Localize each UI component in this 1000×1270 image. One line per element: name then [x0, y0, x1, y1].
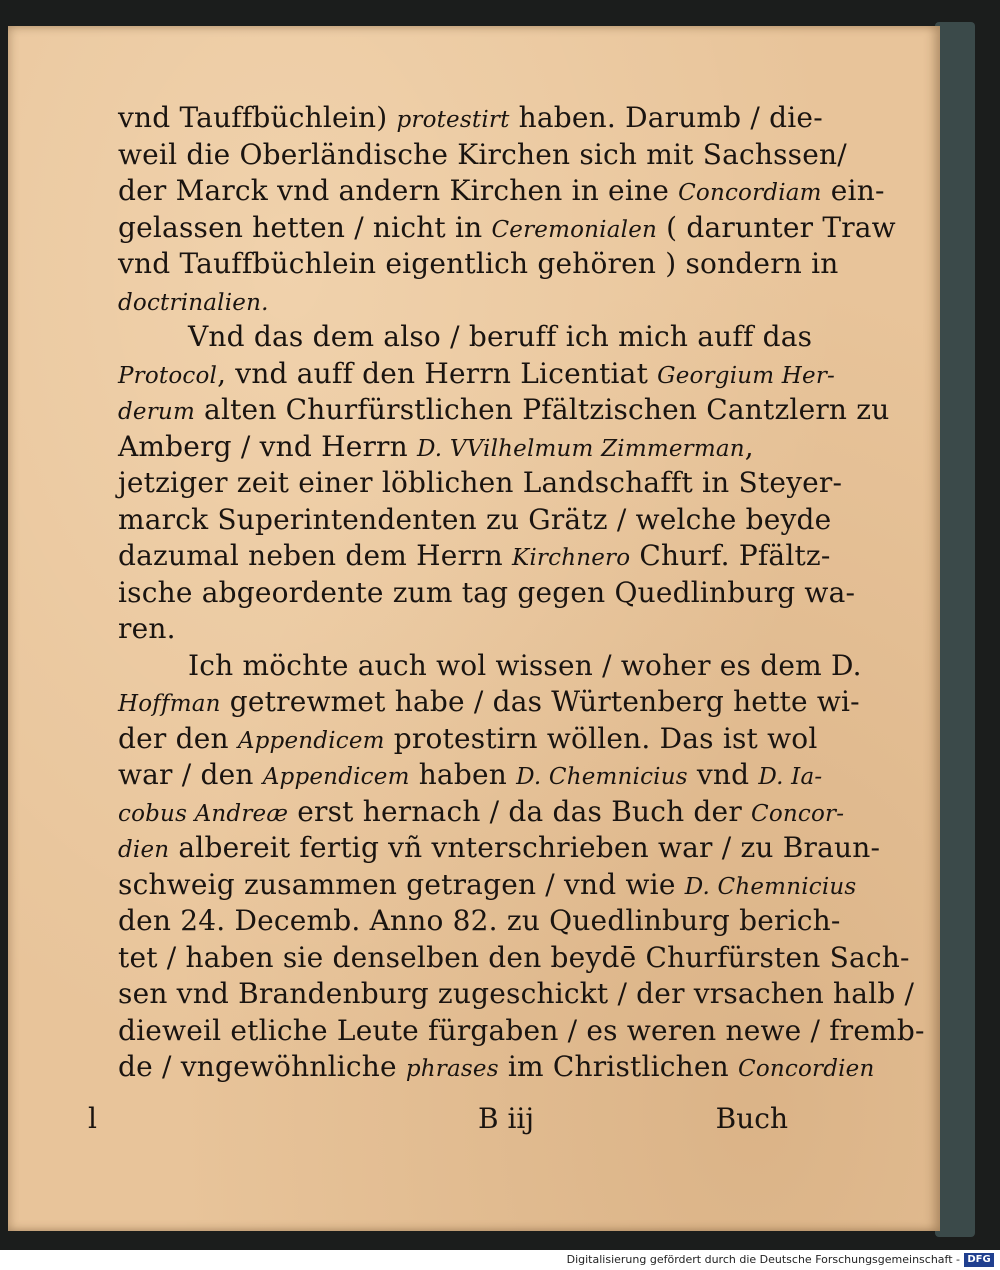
text-line	[118, 757, 823, 794]
text-line	[118, 1049, 875, 1086]
text-line	[118, 830, 881, 867]
line-text: haben. Darumb / die-	[509, 101, 823, 134]
latin-term: cobus Andreæ	[118, 800, 289, 827]
line-text: dazumal neben dem Herrn	[118, 539, 512, 572]
line-text: alten Churfürstlichen Pfältzischen Cantzlern zu	[194, 393, 890, 426]
text-line	[118, 684, 860, 721]
line-text: ( darunter Traw	[657, 210, 896, 244]
line-text: vnd Tauffbüchlein)	[118, 101, 397, 134]
line-text: haben	[409, 758, 517, 791]
line-text: war / den	[118, 758, 263, 791]
text-line	[118, 794, 845, 831]
latin-term: phrases	[405, 1056, 499, 1082]
latin-term: D. Chemnicius	[516, 764, 688, 790]
line-text: der Marck vnd andern Kirchen in eine	[118, 174, 679, 207]
line-text: tet / haben sie denselben den beydē Churfürsten Sach-	[118, 940, 910, 974]
text-line	[118, 976, 915, 1013]
page-footer	[88, 1102, 788, 1142]
book-cover-edge	[935, 22, 975, 1237]
line-text: den 24. Decemb. Anno 82. zu Quedlinburg berich-	[118, 904, 841, 937]
latin-term: derum	[118, 399, 195, 425]
text-line	[118, 173, 885, 210]
line-text: vnd	[687, 758, 759, 791]
latin-term: D. Ia-	[758, 764, 823, 790]
line-text: gelassen hetten / nicht in	[118, 210, 492, 244]
text-line	[118, 246, 839, 283]
line-text: jetziger zeit einer löblichen Landschafft in Steyer-	[118, 466, 843, 499]
text-line	[118, 356, 836, 393]
line-text: weil die Oberländische Kirchen sich mit Sachssen/	[118, 137, 847, 171]
text-line	[118, 429, 818, 466]
latin-term: Concor-	[751, 800, 845, 827]
text-line	[118, 137, 847, 174]
line-text: ,	[744, 429, 754, 463]
text-line	[118, 867, 857, 904]
text-line	[118, 575, 856, 612]
text-line	[118, 903, 841, 940]
text-line	[118, 611, 818, 648]
line-text: der den	[118, 721, 238, 755]
text-line	[118, 502, 832, 539]
text-line	[118, 1013, 925, 1050]
line-text: dieweil etliche Leute fürgaben / es weren newe / fremb-	[118, 1013, 925, 1047]
latin-term: Hoffman	[118, 691, 221, 717]
page-text	[118, 100, 925, 1086]
catchword: Buch	[715, 1102, 788, 1135]
line-text: schweig zusammen getragen / vnd wie	[118, 867, 685, 901]
text-line	[118, 538, 831, 575]
line-text: im Christlichen	[498, 1050, 739, 1083]
latin-term: Georgium Her-	[657, 362, 836, 389]
latin-term: Appendicem	[262, 764, 410, 790]
line-text: vnd Tauffbüchlein eigentlich gehören ) sondern in	[118, 247, 839, 280]
latin-term: Kirchnero	[511, 545, 631, 571]
text-line	[118, 319, 818, 356]
line-text: Ich möchte auch wol wissen / woher es dem D.	[188, 648, 862, 682]
latin-term: doctrinalien.	[118, 289, 269, 316]
line-text: albereit fertig vñ vnterschrieben war / zu Braun-	[169, 831, 881, 864]
line-text: getrewmet habe / das Würtenberg hette wi-	[220, 685, 860, 718]
text-line	[118, 210, 896, 247]
latin-term: Appendicem	[237, 727, 385, 754]
dfg-credit-text: Digitalisierung gefördert durch die Deutsche Forschungsgemeinschaft -	[566, 1253, 960, 1266]
line-text: ische abgeordente zum tag gegen Quedlinburg wa-	[118, 575, 856, 609]
latin-term: Concordien	[738, 1056, 875, 1082]
latin-term: protestirt	[396, 107, 510, 133]
text-line	[118, 100, 823, 137]
line-text: ren.	[118, 612, 176, 645]
line-text: de / vngewöhnliche	[118, 1050, 406, 1083]
latin-term: dien	[118, 837, 170, 863]
latin-term: Protocol	[118, 362, 218, 389]
text-line	[118, 465, 843, 502]
line-text: protestirn wöllen. Das ist wol	[384, 721, 818, 755]
line-text: Churf. Pfältz-	[630, 539, 831, 572]
line-text: erst hernach / da das Buch der	[288, 794, 752, 828]
line-text: Vnd das dem also / beruff ich mich auff das	[188, 320, 813, 353]
text-line	[118, 721, 818, 758]
line-text: marck Superintendenten zu Grätz / welche beyde	[118, 502, 832, 536]
line-text: ein-	[821, 174, 885, 207]
line-text: , vnd auff den Herrn Licentiat	[217, 356, 658, 390]
latin-term: Concordiam	[678, 180, 822, 206]
text-line	[118, 940, 910, 977]
text-line	[118, 392, 890, 429]
dfg-logo[interactable]: DFG	[964, 1253, 994, 1267]
latin-term: D. Chemnicius	[684, 873, 857, 900]
latin-term: D. VVilhelmum Zimmerman	[416, 435, 745, 462]
latin-term: Ceremonialen	[491, 216, 658, 243]
text-line	[118, 648, 862, 685]
text-line	[118, 283, 818, 320]
line-text: Amberg / vnd Herrn	[118, 429, 417, 463]
dfg-credit-bar	[0, 1250, 1000, 1270]
signature-mark: B iij	[478, 1102, 535, 1135]
margin-mark: l	[88, 1102, 97, 1135]
line-text: sen vnd Brandenburg zugeschickt / der vrsachen halb /	[118, 977, 915, 1010]
